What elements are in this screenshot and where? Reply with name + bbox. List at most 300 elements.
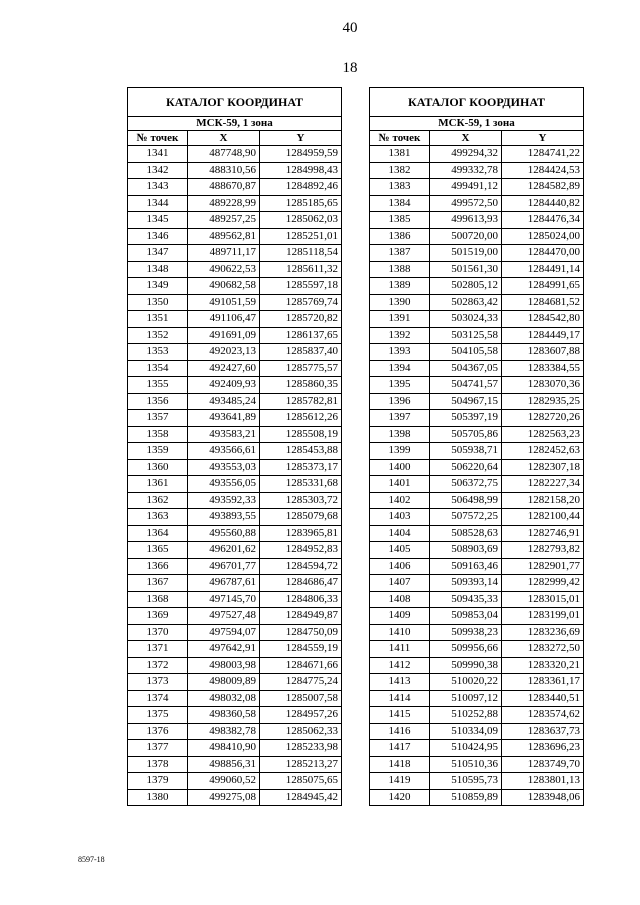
column-header-y: Y — [260, 131, 342, 146]
x-coordinate-cell: 493556,05 — [188, 476, 260, 493]
x-coordinate-cell: 497642,91 — [188, 641, 260, 658]
x-coordinate-cell: 498032,08 — [188, 690, 260, 707]
x-coordinate-cell: 509393,14 — [430, 575, 502, 592]
point-number-cell: 1344 — [128, 195, 188, 212]
x-coordinate-cell: 509163,46 — [430, 558, 502, 575]
x-coordinate-cell: 497145,70 — [188, 591, 260, 608]
table-row — [370, 426, 584, 443]
x-coordinate-cell: 493893,55 — [188, 509, 260, 526]
x-coordinate-cell: 493592,33 — [188, 492, 260, 509]
sheet-number: 18 — [342, 60, 358, 76]
y-coordinate-cell: 1284806,33 — [260, 591, 342, 608]
table-row — [370, 162, 584, 179]
table-row — [370, 393, 584, 410]
table-row — [370, 624, 584, 641]
point-number-cell: 1395 — [370, 377, 430, 394]
document-code: 8597-18 — [78, 855, 105, 864]
point-number-cell: 1386 — [370, 228, 430, 245]
y-coordinate-cell: 1284470,00 — [502, 245, 584, 262]
point-number-cell: 1353 — [128, 344, 188, 361]
table-row — [128, 228, 342, 245]
table-row — [370, 690, 584, 707]
x-coordinate-cell: 509938,23 — [430, 624, 502, 641]
x-coordinate-cell: 490622,53 — [188, 261, 260, 278]
point-number-cell: 1411 — [370, 641, 430, 658]
y-coordinate-cell: 1282563,23 — [502, 426, 584, 443]
table-row — [128, 410, 342, 427]
table-row — [128, 459, 342, 476]
table-row — [370, 459, 584, 476]
y-coordinate-cell: 1284440,82 — [502, 195, 584, 212]
table-row — [128, 443, 342, 460]
table-row — [370, 608, 584, 625]
table-row — [370, 245, 584, 262]
y-coordinate-cell: 1285597,18 — [260, 278, 342, 295]
x-coordinate-cell: 498003,98 — [188, 657, 260, 674]
y-coordinate-cell: 1285079,68 — [260, 509, 342, 526]
y-coordinate-cell: 1284892,46 — [260, 179, 342, 196]
point-number-cell: 1388 — [370, 261, 430, 278]
point-number-cell: 1384 — [370, 195, 430, 212]
y-coordinate-cell: 1282227,34 — [502, 476, 584, 493]
point-number-cell: 1362 — [128, 492, 188, 509]
table-row — [370, 146, 584, 163]
point-number-cell: 1396 — [370, 393, 430, 410]
table-row — [128, 393, 342, 410]
y-coordinate-cell: 1282158,20 — [502, 492, 584, 509]
catalog-title: КАТАЛОГ КООРДИНАТ — [370, 88, 584, 117]
table-row — [370, 294, 584, 311]
y-coordinate-cell: 1284949,87 — [260, 608, 342, 625]
point-number-cell: 1412 — [370, 657, 430, 674]
point-number-cell: 1373 — [128, 674, 188, 691]
y-coordinate-cell: 1283696,23 — [502, 740, 584, 757]
y-coordinate-cell: 1285453,88 — [260, 443, 342, 460]
point-number-cell: 1414 — [370, 690, 430, 707]
x-coordinate-cell: 488310,56 — [188, 162, 260, 179]
x-coordinate-cell: 510020,22 — [430, 674, 502, 691]
y-coordinate-cell: 1285213,27 — [260, 756, 342, 773]
x-coordinate-cell: 499572,50 — [430, 195, 502, 212]
table-row — [128, 278, 342, 295]
x-coordinate-cell: 493485,24 — [188, 393, 260, 410]
y-coordinate-cell: 1282793,82 — [502, 542, 584, 559]
y-coordinate-cell: 1284681,52 — [502, 294, 584, 311]
table-row — [128, 162, 342, 179]
x-coordinate-cell: 501519,00 — [430, 245, 502, 262]
point-number-cell: 1347 — [128, 245, 188, 262]
table-row — [370, 327, 584, 344]
y-coordinate-cell: 1285782,81 — [260, 393, 342, 410]
point-number-cell: 1356 — [128, 393, 188, 410]
point-number-cell: 1357 — [128, 410, 188, 427]
point-number-cell: 1420 — [370, 789, 430, 806]
x-coordinate-cell: 499613,93 — [430, 212, 502, 229]
x-coordinate-cell: 497527,48 — [188, 608, 260, 625]
x-coordinate-cell: 497594,07 — [188, 624, 260, 641]
y-coordinate-cell: 1285837,40 — [260, 344, 342, 361]
table-row — [128, 707, 342, 724]
point-number-cell: 1391 — [370, 311, 430, 328]
table-row — [370, 261, 584, 278]
table-row — [370, 492, 584, 509]
y-coordinate-cell: 1284686,47 — [260, 575, 342, 592]
y-coordinate-cell: 1285769,74 — [260, 294, 342, 311]
x-coordinate-cell: 491691,09 — [188, 327, 260, 344]
table-row — [128, 261, 342, 278]
y-coordinate-cell: 1284449,17 — [502, 327, 584, 344]
point-number-cell: 1354 — [128, 360, 188, 377]
x-coordinate-cell: 506220,64 — [430, 459, 502, 476]
point-number-cell: 1374 — [128, 690, 188, 707]
y-coordinate-cell: 1285075,65 — [260, 773, 342, 790]
y-coordinate-cell: 1283272,50 — [502, 641, 584, 658]
table-row — [370, 179, 584, 196]
x-coordinate-cell: 499060,52 — [188, 773, 260, 790]
y-coordinate-cell: 1283965,81 — [260, 525, 342, 542]
x-coordinate-cell: 508903,69 — [430, 542, 502, 559]
point-number-cell: 1350 — [128, 294, 188, 311]
y-coordinate-cell: 1284952,83 — [260, 542, 342, 559]
point-number-cell: 1349 — [128, 278, 188, 295]
x-coordinate-cell: 491106,47 — [188, 311, 260, 328]
y-coordinate-cell: 1284671,66 — [260, 657, 342, 674]
table-row — [370, 591, 584, 608]
y-coordinate-cell: 1284424,53 — [502, 162, 584, 179]
x-coordinate-cell: 504741,57 — [430, 377, 502, 394]
point-number-cell: 1358 — [128, 426, 188, 443]
table-row — [128, 360, 342, 377]
point-number-cell: 1363 — [128, 509, 188, 526]
table-row — [128, 608, 342, 625]
x-coordinate-cell: 493553,03 — [188, 459, 260, 476]
y-coordinate-cell: 1283440,51 — [502, 690, 584, 707]
y-coordinate-cell: 1284945,42 — [260, 789, 342, 806]
table-row — [128, 509, 342, 526]
x-coordinate-cell: 492409,93 — [188, 377, 260, 394]
point-number-cell: 1342 — [128, 162, 188, 179]
table-row — [128, 195, 342, 212]
point-number-cell: 1419 — [370, 773, 430, 790]
table-row — [128, 641, 342, 658]
y-coordinate-cell: 1285720,82 — [260, 311, 342, 328]
point-number-cell: 1389 — [370, 278, 430, 295]
point-number-cell: 1359 — [128, 443, 188, 460]
table-row — [128, 789, 342, 806]
x-coordinate-cell: 502805,12 — [430, 278, 502, 295]
y-coordinate-cell: 1284491,14 — [502, 261, 584, 278]
y-coordinate-cell: 1284582,89 — [502, 179, 584, 196]
x-coordinate-cell: 509435,33 — [430, 591, 502, 608]
x-coordinate-cell: 493583,21 — [188, 426, 260, 443]
point-number-cell: 1375 — [128, 707, 188, 724]
point-number-cell: 1390 — [370, 294, 430, 311]
point-number-cell: 1371 — [128, 641, 188, 658]
point-number-cell: 1382 — [370, 162, 430, 179]
table-row — [128, 245, 342, 262]
y-coordinate-cell: 1283199,01 — [502, 608, 584, 625]
x-coordinate-cell: 498360,58 — [188, 707, 260, 724]
y-coordinate-cell: 1285251,01 — [260, 228, 342, 245]
point-number-cell: 1404 — [370, 525, 430, 542]
point-number-cell: 1398 — [370, 426, 430, 443]
point-number-cell: 1343 — [128, 179, 188, 196]
x-coordinate-cell: 505397,19 — [430, 410, 502, 427]
x-coordinate-cell: 498856,31 — [188, 756, 260, 773]
x-coordinate-cell: 503024,33 — [430, 311, 502, 328]
y-coordinate-cell: 1282999,42 — [502, 575, 584, 592]
table-row — [370, 525, 584, 542]
table-row — [128, 377, 342, 394]
x-coordinate-cell: 506372,75 — [430, 476, 502, 493]
point-number-cell: 1341 — [128, 146, 188, 163]
y-coordinate-cell: 1284775,24 — [260, 674, 342, 691]
point-number-cell: 1383 — [370, 179, 430, 196]
catalog-subtitle: МСК-59, 1 зона — [128, 117, 342, 131]
x-coordinate-cell: 499491,12 — [430, 179, 502, 196]
point-number-cell: 1365 — [128, 542, 188, 559]
table-row — [370, 707, 584, 724]
x-coordinate-cell: 504967,15 — [430, 393, 502, 410]
y-coordinate-cell: 1286137,65 — [260, 327, 342, 344]
y-coordinate-cell: 1283070,36 — [502, 377, 584, 394]
x-coordinate-cell: 499294,32 — [430, 146, 502, 163]
x-coordinate-cell: 509956,66 — [430, 641, 502, 658]
table-row — [370, 674, 584, 691]
x-coordinate-cell: 489228,99 — [188, 195, 260, 212]
x-coordinate-cell: 492023,13 — [188, 344, 260, 361]
table-row — [128, 476, 342, 493]
point-number-cell: 1399 — [370, 443, 430, 460]
x-coordinate-cell: 502863,42 — [430, 294, 502, 311]
x-coordinate-cell: 504367,05 — [430, 360, 502, 377]
table-row — [370, 509, 584, 526]
y-coordinate-cell: 1283236,69 — [502, 624, 584, 641]
x-coordinate-cell: 488670,87 — [188, 179, 260, 196]
y-coordinate-cell: 1283948,06 — [502, 789, 584, 806]
table-row — [370, 542, 584, 559]
y-coordinate-cell: 1282901,77 — [502, 558, 584, 575]
y-coordinate-cell: 1282452,63 — [502, 443, 584, 460]
point-number-cell: 1410 — [370, 624, 430, 641]
x-coordinate-cell: 506498,99 — [430, 492, 502, 509]
y-coordinate-cell: 1283749,70 — [502, 756, 584, 773]
y-coordinate-cell: 1283637,73 — [502, 723, 584, 740]
y-coordinate-cell: 1285373,17 — [260, 459, 342, 476]
y-coordinate-cell: 1285062,03 — [260, 212, 342, 229]
x-coordinate-cell: 510424,95 — [430, 740, 502, 757]
point-number-cell: 1407 — [370, 575, 430, 592]
column-header-y: Y — [502, 131, 584, 146]
point-number-cell: 1408 — [370, 591, 430, 608]
table-row — [128, 327, 342, 344]
x-coordinate-cell: 507572,25 — [430, 509, 502, 526]
y-coordinate-cell: 1285118,54 — [260, 245, 342, 262]
point-number-cell: 1416 — [370, 723, 430, 740]
table-row — [128, 723, 342, 740]
point-number-cell: 1376 — [128, 723, 188, 740]
table-row — [370, 278, 584, 295]
y-coordinate-cell: 1283361,17 — [502, 674, 584, 691]
y-coordinate-cell: 1284476,34 — [502, 212, 584, 229]
table-row — [128, 311, 342, 328]
point-number-cell: 1346 — [128, 228, 188, 245]
y-coordinate-cell: 1282307,18 — [502, 459, 584, 476]
x-coordinate-cell: 495560,88 — [188, 525, 260, 542]
table-row — [370, 228, 584, 245]
y-coordinate-cell: 1284959,59 — [260, 146, 342, 163]
point-number-cell: 1360 — [128, 459, 188, 476]
point-number-cell: 1361 — [128, 476, 188, 493]
y-coordinate-cell: 1284594,72 — [260, 558, 342, 575]
point-number-cell: 1387 — [370, 245, 430, 262]
point-number-cell: 1351 — [128, 311, 188, 328]
y-coordinate-cell: 1284998,43 — [260, 162, 342, 179]
table-row — [128, 591, 342, 608]
catalog-subtitle: МСК-59, 1 зона — [370, 117, 584, 131]
x-coordinate-cell: 501561,30 — [430, 261, 502, 278]
point-number-cell: 1397 — [370, 410, 430, 427]
point-number-cell: 1368 — [128, 591, 188, 608]
x-coordinate-cell: 493641,89 — [188, 410, 260, 427]
table-row — [370, 311, 584, 328]
table-row — [370, 443, 584, 460]
y-coordinate-cell: 1284559,19 — [260, 641, 342, 658]
table-row — [370, 377, 584, 394]
x-coordinate-cell: 508528,63 — [430, 525, 502, 542]
x-coordinate-cell: 498009,89 — [188, 674, 260, 691]
column-header-point-number: № точек — [370, 131, 430, 146]
y-coordinate-cell: 1285860,35 — [260, 377, 342, 394]
y-coordinate-cell: 1285024,00 — [502, 228, 584, 245]
x-coordinate-cell: 487748,90 — [188, 146, 260, 163]
table-row — [128, 426, 342, 443]
column-header-x: X — [188, 131, 260, 146]
x-coordinate-cell: 496701,77 — [188, 558, 260, 575]
x-coordinate-cell: 510510,36 — [430, 756, 502, 773]
y-coordinate-cell: 1283384,55 — [502, 360, 584, 377]
y-coordinate-cell: 1284750,09 — [260, 624, 342, 641]
table-row — [370, 410, 584, 427]
x-coordinate-cell: 496787,61 — [188, 575, 260, 592]
table-row — [128, 674, 342, 691]
x-coordinate-cell: 503125,58 — [430, 327, 502, 344]
point-number-cell: 1385 — [370, 212, 430, 229]
x-coordinate-cell: 492427,60 — [188, 360, 260, 377]
table-row — [370, 723, 584, 740]
page-number: 40 — [342, 20, 358, 36]
table-row — [370, 344, 584, 361]
point-number-cell: 1380 — [128, 789, 188, 806]
table-row — [128, 624, 342, 641]
table-row — [370, 740, 584, 757]
point-number-cell: 1379 — [128, 773, 188, 790]
x-coordinate-cell: 505705,86 — [430, 426, 502, 443]
y-coordinate-cell: 1285303,72 — [260, 492, 342, 509]
table-row — [128, 179, 342, 196]
point-number-cell: 1377 — [128, 740, 188, 757]
table-row — [128, 542, 342, 559]
x-coordinate-cell: 504105,58 — [430, 344, 502, 361]
x-coordinate-cell: 491051,59 — [188, 294, 260, 311]
point-number-cell: 1403 — [370, 509, 430, 526]
column-header-x: X — [430, 131, 502, 146]
table-row — [128, 212, 342, 229]
y-coordinate-cell: 1284957,26 — [260, 707, 342, 724]
x-coordinate-cell: 510252,88 — [430, 707, 502, 724]
point-number-cell: 1367 — [128, 575, 188, 592]
table-row — [370, 558, 584, 575]
table-row — [370, 360, 584, 377]
x-coordinate-cell: 496201,62 — [188, 542, 260, 559]
table-row — [370, 756, 584, 773]
table-row — [128, 558, 342, 575]
point-number-cell: 1370 — [128, 624, 188, 641]
table-row — [370, 476, 584, 493]
point-number-cell: 1393 — [370, 344, 430, 361]
point-number-cell: 1352 — [128, 327, 188, 344]
point-number-cell: 1400 — [370, 459, 430, 476]
y-coordinate-cell: 1285508,19 — [260, 426, 342, 443]
table-row — [128, 690, 342, 707]
y-coordinate-cell: 1285611,32 — [260, 261, 342, 278]
y-coordinate-cell: 1282720,26 — [502, 410, 584, 427]
table-row — [128, 146, 342, 163]
table-row — [128, 773, 342, 790]
point-number-cell: 1366 — [128, 558, 188, 575]
y-coordinate-cell: 1282100,44 — [502, 509, 584, 526]
point-number-cell: 1378 — [128, 756, 188, 773]
point-number-cell: 1409 — [370, 608, 430, 625]
table-row — [128, 575, 342, 592]
x-coordinate-cell: 509853,04 — [430, 608, 502, 625]
x-coordinate-cell: 493566,61 — [188, 443, 260, 460]
y-coordinate-cell: 1284991,65 — [502, 278, 584, 295]
point-number-cell: 1369 — [128, 608, 188, 625]
point-number-cell: 1392 — [370, 327, 430, 344]
coordinate-catalog-left — [127, 87, 342, 806]
table-row — [128, 740, 342, 757]
table-row — [128, 525, 342, 542]
x-coordinate-cell: 490682,58 — [188, 278, 260, 295]
y-coordinate-cell: 1283574,62 — [502, 707, 584, 724]
table-row — [370, 641, 584, 658]
table-row — [128, 344, 342, 361]
x-coordinate-cell: 489257,25 — [188, 212, 260, 229]
point-number-cell: 1415 — [370, 707, 430, 724]
coordinate-catalog-right — [369, 87, 584, 806]
y-coordinate-cell: 1283801,13 — [502, 773, 584, 790]
y-coordinate-cell: 1284542,80 — [502, 311, 584, 328]
point-number-cell: 1417 — [370, 740, 430, 757]
x-coordinate-cell: 510097,12 — [430, 690, 502, 707]
y-coordinate-cell: 1284741,22 — [502, 146, 584, 163]
point-number-cell: 1364 — [128, 525, 188, 542]
point-number-cell: 1401 — [370, 476, 430, 493]
point-number-cell: 1394 — [370, 360, 430, 377]
x-coordinate-cell: 500720,00 — [430, 228, 502, 245]
x-coordinate-cell: 498410,90 — [188, 740, 260, 757]
point-number-cell: 1355 — [128, 377, 188, 394]
x-coordinate-cell: 489711,17 — [188, 245, 260, 262]
table-row — [370, 575, 584, 592]
y-coordinate-cell: 1283607,88 — [502, 344, 584, 361]
y-coordinate-cell: 1285612,26 — [260, 410, 342, 427]
x-coordinate-cell: 510334,09 — [430, 723, 502, 740]
x-coordinate-cell: 498382,78 — [188, 723, 260, 740]
y-coordinate-cell: 1282746,91 — [502, 525, 584, 542]
point-number-cell: 1345 — [128, 212, 188, 229]
